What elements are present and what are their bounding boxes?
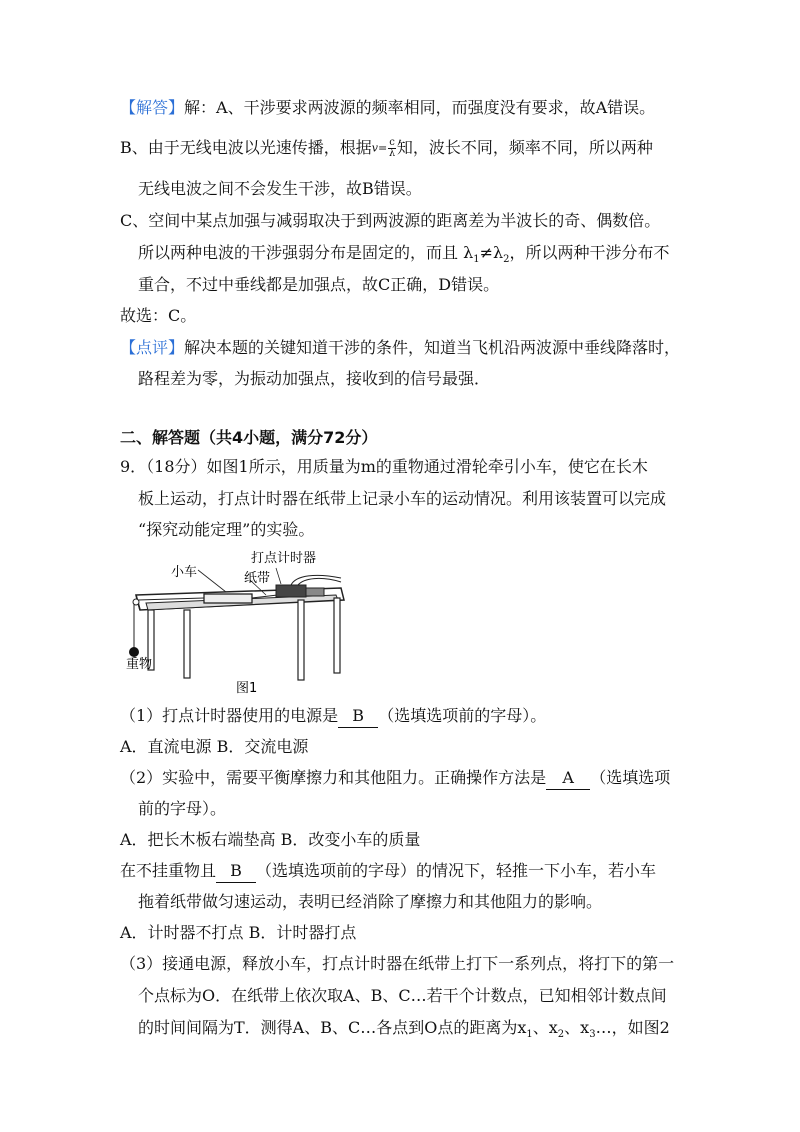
weight: [129, 647, 139, 657]
x-sub-1: 1: [526, 1029, 533, 1041]
answer-tag: 【解答】: [120, 98, 185, 117]
part2b-text-pre: 在不挂重物且: [120, 861, 217, 880]
comment-line-1: [120, 337, 680, 359]
comment-text-1: 解决本题的关键知道干涉的条件，知道当飞机沿两波源中垂线降落时，: [184, 338, 681, 357]
part1-text-pre: （1）打点计时器使用的电源是: [120, 706, 339, 725]
part2-text-pre: （2）实验中，需要平衡摩擦力和其他阻力。正确操作方法是: [120, 768, 547, 787]
part3-text-post: …，如图2: [595, 1018, 670, 1037]
formula-fraction: [388, 138, 396, 159]
part2-options: A．把长木板右端垫高 B．改变小车的质量: [120, 830, 421, 849]
part1-options: A．直流电源 B．交流电源: [120, 737, 309, 756]
answer-text-5c: ，所以两种干涉分布不: [509, 243, 670, 262]
dot-timer: [276, 585, 306, 597]
part2b-line: [120, 860, 656, 883]
x-sub-3: 3: [589, 1029, 596, 1041]
part2-cont: 前的字母）。: [138, 799, 227, 818]
answer-text-5b: ≠λ: [479, 243, 504, 262]
part2-line: [120, 767, 670, 790]
q9-line-3: “探究动能定理”的实验。: [138, 520, 315, 539]
q9-line-2: 板上运动，打点计时器在纸带上记录小车的运动情况。利用该装置可以完成: [138, 489, 667, 508]
part1-line: [120, 705, 546, 728]
part2b-answer: B: [216, 860, 256, 883]
x-sub-2: 2: [557, 1029, 565, 1041]
part3-line-3: [138, 1017, 670, 1046]
formula-lhs: v=: [371, 141, 388, 155]
answer-line-5: [138, 242, 670, 271]
cart: [204, 594, 252, 603]
label-cart: 小车: [171, 565, 198, 580]
part2b-cont: 拖着纸带做匀速运动，表明已经消除了摩擦力和其他阻力的影响。: [138, 892, 603, 911]
part2b-text-post: （选填选项前的字母）的情况下，轻推一下小车，若小车: [256, 861, 657, 880]
formula-num: c: [389, 137, 395, 148]
part2b-options: A．计时器不打点 B．计时器打点: [120, 923, 357, 942]
part1-text-post: （选填选项前的字母）。: [378, 706, 547, 725]
part2-text-post: （选填选项: [590, 768, 671, 787]
answer-line-4: C、空间中某点加强与减弱取决于到两波源的距离差为半波长的奇、偶数倍。: [120, 211, 661, 230]
lambda-sub-2: 2: [503, 254, 510, 266]
answer-text-2a: B、由于无线电波以光速传播，根据: [120, 138, 372, 157]
label-weight: 重物: [126, 657, 153, 672]
label-tape: 纸带: [244, 571, 271, 586]
part3-text-pre: 的时间间隔为T．测得A、B、C…各点到O点的距离为x: [138, 1018, 527, 1037]
answer-line-2: [120, 137, 653, 160]
part3-line-2: 个点标为O．在纸带上依次取A、B、C…若干个计数点，已知相邻计数点间: [138, 986, 667, 1005]
part2-answer: A: [546, 767, 590, 790]
formula-den: λ: [388, 148, 396, 159]
answer-line-3: 无线电波之间不会发生干涉，故B错误。: [138, 179, 422, 198]
table-leg: [298, 600, 304, 680]
comment-tag: 【点评】: [120, 338, 185, 357]
answer-text-5a: 所以两种电波的干涉强弱分布是固定的，而且 λ: [138, 243, 474, 262]
answer-text-1: 解：A、干涉要求两波源的频率相同，而强度没有要求，故A错误。: [184, 98, 656, 117]
part1-answer: B: [338, 705, 378, 728]
part3-line-1: （3）接通电源，释放小车，打点计时器在纸带上打下一系列点，将打下的第一: [120, 954, 675, 973]
table-leg: [184, 610, 190, 678]
label-timer: 打点计时器: [251, 551, 317, 566]
part3-text-m1: 、x: [532, 1018, 558, 1037]
comment-line-2: 路程差为零，为振动加强点，接收到的信号最强．: [138, 369, 491, 388]
answer-line-7: 故选：C。: [120, 306, 197, 325]
part3-text-m2: 、x: [564, 1018, 590, 1037]
answer-line-1: [120, 97, 655, 119]
answer-line-6: 重合，不过中垂线都是加强点，故C正确，D错误。: [138, 275, 500, 294]
figure-1-apparatus: [126, 540, 376, 700]
figure-caption: 图1: [236, 681, 258, 696]
section-title: 二、解答题（共4小题，满分72分）: [120, 428, 378, 447]
q9-line-1: 9．（18分）如图1所示，用质量为m的重物通过滑轮牵引小车，使它在长木: [120, 457, 648, 476]
lambda-sub-1: 1: [473, 254, 480, 266]
table-leg: [334, 598, 340, 673]
answer-text-2b: 知，波长不同，频率不同，所以两种: [396, 138, 653, 157]
